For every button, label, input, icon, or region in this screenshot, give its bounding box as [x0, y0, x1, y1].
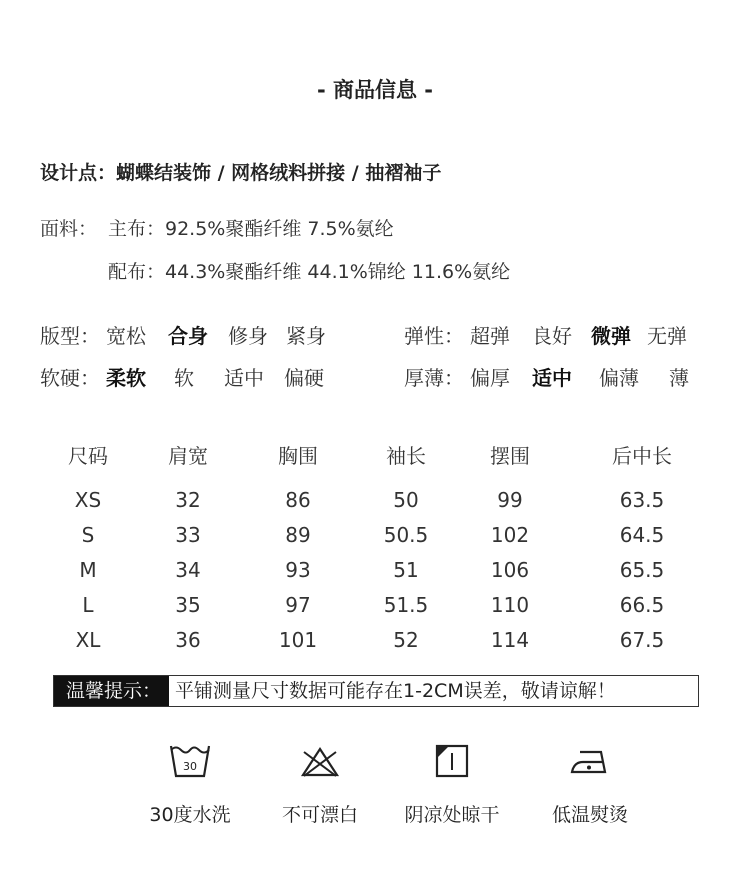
table-cell: 99 — [497, 487, 523, 512]
tip-text: 平铺测量尺寸数据可能存在1-2CM误差，敬请谅解！ — [175, 680, 616, 702]
table-cell: 93 — [285, 557, 311, 582]
table-cell: 106 — [490, 557, 530, 582]
table-cell: 102 — [490, 522, 530, 547]
fabric-label: 面料： — [40, 218, 98, 240]
softness-label: 软硬： — [40, 366, 100, 390]
header-cell: 后中长 — [612, 444, 672, 468]
table-cell: 35 — [175, 592, 201, 617]
no-bleach-icon — [298, 742, 342, 780]
elasticity-option: 无弹 — [647, 324, 687, 348]
header-cell: 肩宽 — [168, 444, 208, 468]
wash-30-icon — [168, 742, 212, 780]
elasticity-row — [404, 320, 687, 349]
table-cell: 50.5 — [383, 522, 429, 547]
care-item-bleach — [250, 742, 390, 827]
wash-temp-text: 30 — [183, 760, 197, 773]
elasticity-option: 微弹 — [591, 324, 631, 348]
table-cell: 51.5 — [383, 592, 429, 617]
fit-option: 合身 — [168, 324, 208, 348]
table-row — [40, 482, 720, 517]
table-cell: 86 — [285, 487, 311, 512]
tip-label: 温馨提示： — [54, 676, 169, 706]
fit-option: 修身 — [228, 324, 268, 348]
table-cell: 89 — [285, 522, 311, 547]
table-cell: L — [82, 592, 94, 617]
thickness-row — [404, 362, 689, 391]
table-cell: 64.5 — [619, 522, 665, 547]
header-cell: 摆围 — [490, 444, 530, 468]
measurement-tip — [53, 675, 699, 707]
softness-option: 偏硬 — [284, 366, 324, 390]
low-iron-icon — [568, 742, 612, 780]
thickness-label: 厚薄： — [404, 366, 464, 390]
care-item-wash — [120, 742, 260, 827]
table-cell: 66.5 — [619, 592, 665, 617]
elasticity-label: 弹性： — [404, 324, 464, 348]
fabric-lining: 配布：44.3%聚酯纤维 44.1%锦纶 11.6%氨纶 — [108, 261, 511, 283]
table-cell: 97 — [285, 592, 311, 617]
elasticity-option: 超弹 — [470, 324, 510, 348]
table-cell: S — [81, 522, 95, 547]
softness-row — [40, 362, 324, 391]
softness-option: 柔软 — [106, 366, 146, 390]
care-label: 低温熨烫 — [551, 804, 628, 826]
table-cell: 65.5 — [619, 557, 665, 582]
softness-option: 软 — [174, 366, 194, 390]
table-cell: 36 — [175, 627, 201, 652]
table-cell: 110 — [490, 592, 530, 617]
fabric-main: 主布：92.5%聚酯纤维 7.5%氨纶 — [108, 218, 394, 240]
table-row — [40, 552, 720, 587]
shade-dry-icon — [430, 742, 474, 780]
table-cell: 50 — [393, 487, 419, 512]
elasticity-option: 良好 — [532, 324, 572, 348]
care-label: 阴凉处晾干 — [404, 804, 500, 826]
table-cell: 114 — [490, 627, 530, 652]
table-cell: 52 — [393, 627, 419, 652]
header-cell: 尺码 — [68, 444, 108, 468]
table-cell: 33 — [175, 522, 201, 547]
care-label: 30度水洗 — [149, 804, 231, 826]
table-cell: XS — [74, 487, 102, 512]
care-label: 不可漂白 — [281, 804, 358, 826]
table-cell: 51 — [393, 557, 419, 582]
table-cell: 67.5 — [619, 627, 665, 652]
care-item-iron — [520, 742, 660, 827]
thickness-option: 薄 — [669, 366, 689, 390]
fit-label: 版型： — [40, 324, 100, 348]
fit-option: 紧身 — [286, 324, 326, 348]
table-row — [40, 587, 720, 622]
table-cell: 32 — [175, 487, 201, 512]
section-title: - 商品信息 - — [316, 78, 434, 102]
design-points: 设计点：蝴蝶结装饰 / 网格绒料拼接 / 抽褶袖子 — [40, 162, 442, 184]
header-cell: 袖长 — [386, 444, 426, 468]
table-cell: 101 — [278, 627, 318, 652]
thickness-option: 偏厚 — [470, 366, 510, 390]
table-cell: 34 — [175, 557, 201, 582]
thickness-option: 适中 — [532, 366, 572, 390]
table-cell: XL — [75, 627, 101, 652]
header-cell: 胸围 — [278, 444, 318, 468]
fit-row — [40, 320, 326, 349]
thickness-option: 偏薄 — [599, 366, 639, 390]
softness-option: 适中 — [224, 366, 264, 390]
fit-option: 宽松 — [106, 324, 146, 348]
size-table-header — [40, 440, 720, 482]
care-item-dry — [382, 742, 522, 827]
table-cell: M — [79, 557, 97, 582]
size-table — [40, 440, 720, 657]
table-row — [40, 517, 720, 552]
table-row — [40, 622, 720, 657]
table-cell: 63.5 — [619, 487, 665, 512]
